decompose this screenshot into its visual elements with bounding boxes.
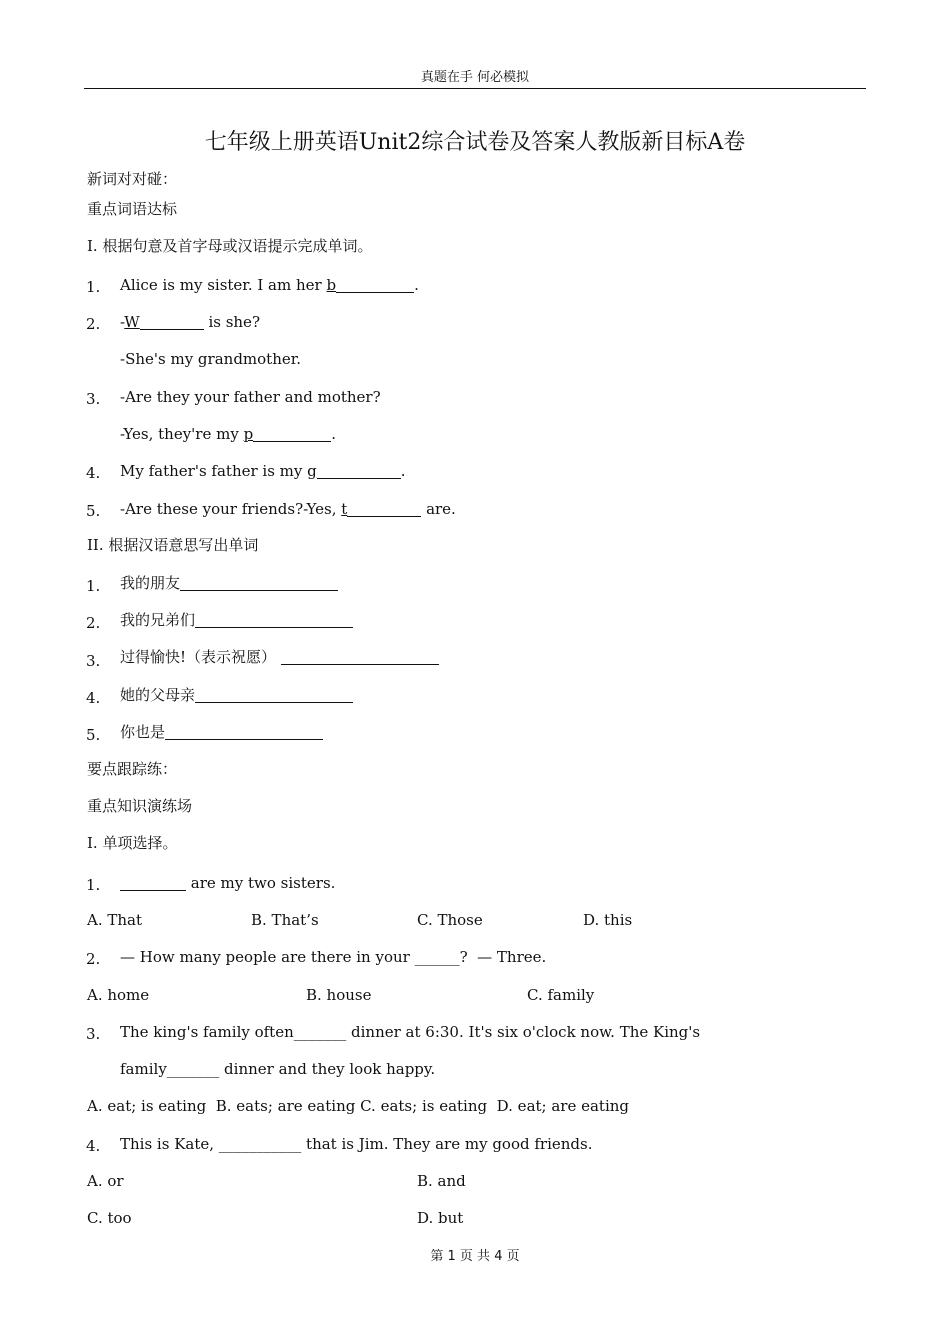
option-a: A. That — [87, 911, 143, 929]
mc-question: This is Kate, ___________ that is Jim. They are my good friends. — [120, 1135, 593, 1153]
mc-question: — How many people are there in your ______? — Three. — [120, 948, 547, 966]
answer-blank — [253, 426, 331, 442]
part1-heading: I. 根据句意及首字母或汉语提示完成单词。 — [87, 237, 373, 255]
mc-question: are my two sisters. — [120, 874, 335, 892]
item-number: 4. — [86, 464, 101, 482]
hint-letter: p — [243, 425, 254, 443]
fill-item: -Yes, they're my p . — [120, 425, 336, 443]
mc-question: The king's family often_______ dinner at 6:30. It's six o'clock now. The King's — [120, 1023, 701, 1041]
item-number: 3. — [86, 652, 101, 670]
fill-item-reply: -She's my grandmother. — [120, 350, 302, 368]
hint-letter: W — [124, 313, 140, 331]
answer-blank — [140, 314, 204, 330]
translate-item: 她的父母亲 — [120, 686, 353, 704]
part2-heading: II. 根据汉语意思写出单词 — [87, 536, 259, 554]
header-rule — [84, 88, 866, 89]
option-d: D. but — [417, 1209, 464, 1227]
item-number: 1. — [86, 577, 101, 595]
item-number: 2. — [86, 614, 101, 632]
section-points: 要点跟踪练： — [87, 760, 178, 778]
answer-blank — [336, 277, 414, 293]
section-practice: 重点知识演练场 — [87, 797, 193, 815]
answer-blank — [195, 687, 353, 703]
page-footer: 第 1 页 共 4 页 — [430, 1249, 520, 1264]
fill-item: Alice is my sister. I am her b . — [120, 276, 419, 294]
fill-item: -W is she? — [120, 313, 260, 331]
option-a: A. or — [87, 1172, 124, 1190]
option-c: C. Those — [417, 911, 483, 929]
item-number: 5. — [86, 726, 101, 744]
option-a: A. home — [87, 986, 150, 1004]
item-number: 3. — [86, 1025, 101, 1043]
answer-blank — [281, 649, 439, 665]
translate-item: 我的朋友 — [120, 574, 338, 592]
answer-blank — [195, 612, 353, 628]
hint-letter: t — [341, 500, 348, 518]
translate-item: 你也是 — [120, 723, 323, 741]
option-b: B. house — [306, 986, 372, 1004]
answer-blank — [317, 463, 401, 479]
fill-item: My father's father is my g . — [120, 462, 406, 480]
option-b: B. and — [417, 1172, 466, 1190]
item-number: 4. — [86, 689, 101, 707]
translate-item: 我的兄弟们 — [120, 611, 353, 629]
option-d: D. this — [583, 911, 633, 929]
item-number: 2. — [86, 315, 101, 333]
translate-item: 过得愉快!（表示祝愿） — [120, 648, 439, 666]
answer-blank — [120, 875, 186, 891]
mc-question-cont: family_______ dinner and they look happy. — [120, 1060, 436, 1078]
page-header: 真题在手 何必模拟 — [420, 70, 530, 85]
option-c: C. too — [87, 1209, 132, 1227]
item-number: 4. — [86, 1137, 101, 1155]
section-new-words: 新词对对碰： — [87, 170, 178, 188]
options-row: A. eat; is eating B. eats; are eating C. eats; is eating D. eat; are eating — [87, 1097, 630, 1115]
hint-letter: g — [307, 462, 317, 480]
answer-blank — [347, 501, 421, 517]
document-title: 七年级上册英语Unit2综合试卷及答案人教版新目标A卷 — [204, 130, 746, 155]
item-number: 1. — [86, 278, 101, 296]
answer-blank — [180, 575, 338, 591]
item-number: 3. — [86, 390, 101, 408]
fill-item: -Are these your friends?-Yes, t are. — [120, 500, 456, 518]
item-number: 2. — [86, 950, 101, 968]
option-c: C. family — [527, 986, 595, 1004]
hint-letter: b — [326, 276, 337, 294]
section-key-words: 重点词语达标 — [87, 200, 178, 218]
item-number: 5. — [86, 502, 101, 520]
item-number: 1. — [86, 876, 101, 894]
fill-item-question: -Are they your father and mother? — [120, 388, 381, 406]
answer-blank — [165, 724, 323, 740]
option-b: B. That’s — [251, 911, 319, 929]
part3-heading: I. 单项选择。 — [87, 834, 178, 852]
